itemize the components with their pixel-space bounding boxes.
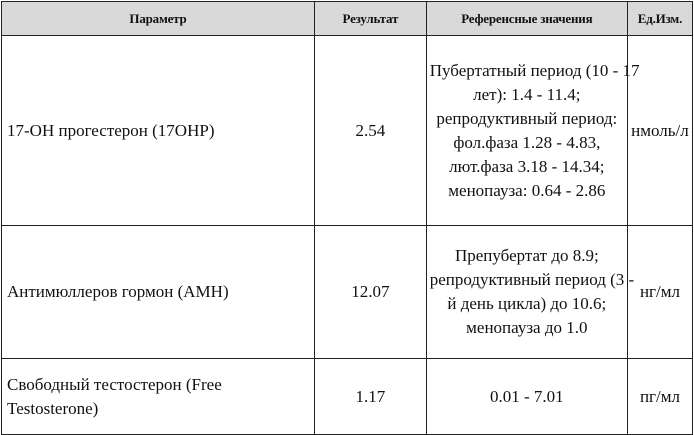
reference-cell [426,359,627,435]
reference-line: й день цикла) до 10.6; [447,294,607,313]
result-cell: 1.17 [314,359,426,435]
result-cell: 2.54 [314,36,426,226]
param-cell: Антимюллеров гормон (AMH) [2,226,315,359]
header-result: Результат [314,2,426,36]
reference-line: менопауза: 0.64 - 2.86 [448,180,606,200]
lab-results-table [1,1,693,435]
param-cell: 17-ОН прогестерон (17OHP) [2,36,315,226]
reference-line: Препубертат до 8.9; [454,246,599,265]
reference-line: лют.фаза 3.18 - 14.34; [449,156,605,176]
reference-line: лет): 1.4 - 11.4; [473,84,581,104]
header-reference: Референсные значения [426,2,627,36]
header-param: Параметр [2,2,315,36]
header-unit: Ед.Изм. [627,2,692,36]
unit-cell: нг/мл [627,226,692,359]
reference-cell [426,36,640,226]
reference-cell [426,226,635,359]
reference-line: репродуктивный период: [436,108,618,128]
table-row [2,359,693,435]
reference-line: репродуктивный период (3 - [429,270,635,289]
table-header-row [2,2,693,36]
reference-line: 0.01 - 7.01 [489,386,564,406]
unit-cell: пг/мл [627,359,692,435]
reference-line: Пубертатный период (10 - 17 [429,60,640,80]
param-cell: Свободный тестостерон (Free Testosterone) [2,359,315,435]
table-row [2,226,693,359]
reference-line: фол.фаза 1.28 - 4.83, [453,132,601,152]
result-cell: 12.07 [314,226,426,359]
table-row [2,36,693,226]
reference-line: менопауза до 1.0 [466,318,588,337]
unit-cell: нмоль/л [627,36,692,226]
